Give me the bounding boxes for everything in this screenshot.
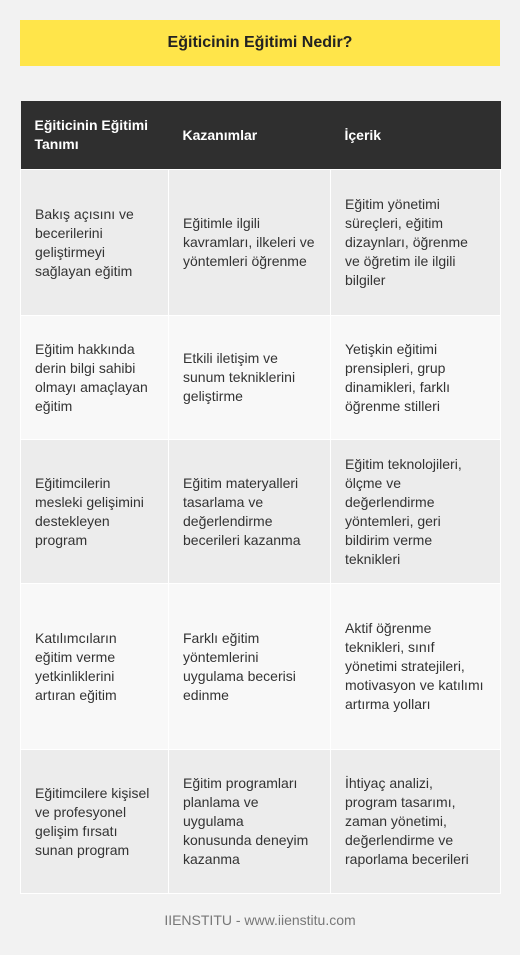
table-cell: Etkili iletişim ve sunum tekniklerini geliştirme [169, 316, 331, 440]
table-cell: İhtiyaç analizi, program tasarımı, zaman yönetimi, değerlendirme ve raporlama becerileri [331, 750, 501, 894]
table-cell: Eğitimle ilgili kavramları, ilkeleri ve yöntemleri öğrenme [169, 170, 331, 316]
title-banner [20, 20, 500, 66]
table-cell: Bakış açısını ve becerilerini geliştirmeyi sağlayan eğitim [21, 170, 169, 316]
table-cell: Farklı eğitim yöntemlerini uygulama becerisi edinme [169, 584, 331, 750]
info-table [20, 101, 501, 894]
table-cell: Yetişkin eğitimi prensipleri, grup dinamikleri, farklı öğrenme stilleri [331, 316, 501, 440]
table-row [21, 750, 501, 894]
table-cell: Aktif öğrenme teknikleri, sınıf yönetimi stratejileri, motivasyon ve katılımı artırma yolları [331, 584, 501, 750]
table-cell: Katılımcıların eğitim verme yetkinliklerini artıran eğitim [21, 584, 169, 750]
column-header-definition: Eğiticinin Eğitimi Tanımı [21, 101, 169, 170]
column-header-gains: Kazanımlar [169, 101, 331, 170]
table-row [21, 316, 501, 440]
footer-credit: IIENSTITU - www.iienstitu.com [164, 912, 356, 928]
table-cell: Eğitim materyalleri tasarlama ve değerlendirme becerileri kazanma [169, 440, 331, 584]
table-cell: Eğitim hakkında derin bilgi sahibi olmayı amaçlayan eğitim [21, 316, 169, 440]
table-cell: Eğitim teknolojileri, ölçme ve değerlendirme yöntemleri, geri bildirim verme teknikleri [331, 440, 501, 584]
page-title: Eğiticinin Eğitimi Nedir? [167, 34, 353, 51]
table-row [21, 440, 501, 584]
table-cell: Eğitimcilerin mesleki gelişimini destekleyen program [21, 440, 169, 584]
table-row [21, 170, 501, 316]
table-cell: Eğitim yönetimi süreçleri, eğitim dizaynları, öğrenme ve öğretim ile ilgili bilgiler [331, 170, 501, 316]
table-cell: Eğitimcilere kişisel ve profesyonel gelişim fırsatı sunan program [21, 750, 169, 894]
column-header-content: İçerik [331, 101, 501, 170]
table-cell: Eğitim programları planlama ve uygulama konusunda deneyim kazanma [169, 750, 331, 894]
table-header-row [21, 101, 501, 170]
table-row [21, 584, 501, 750]
